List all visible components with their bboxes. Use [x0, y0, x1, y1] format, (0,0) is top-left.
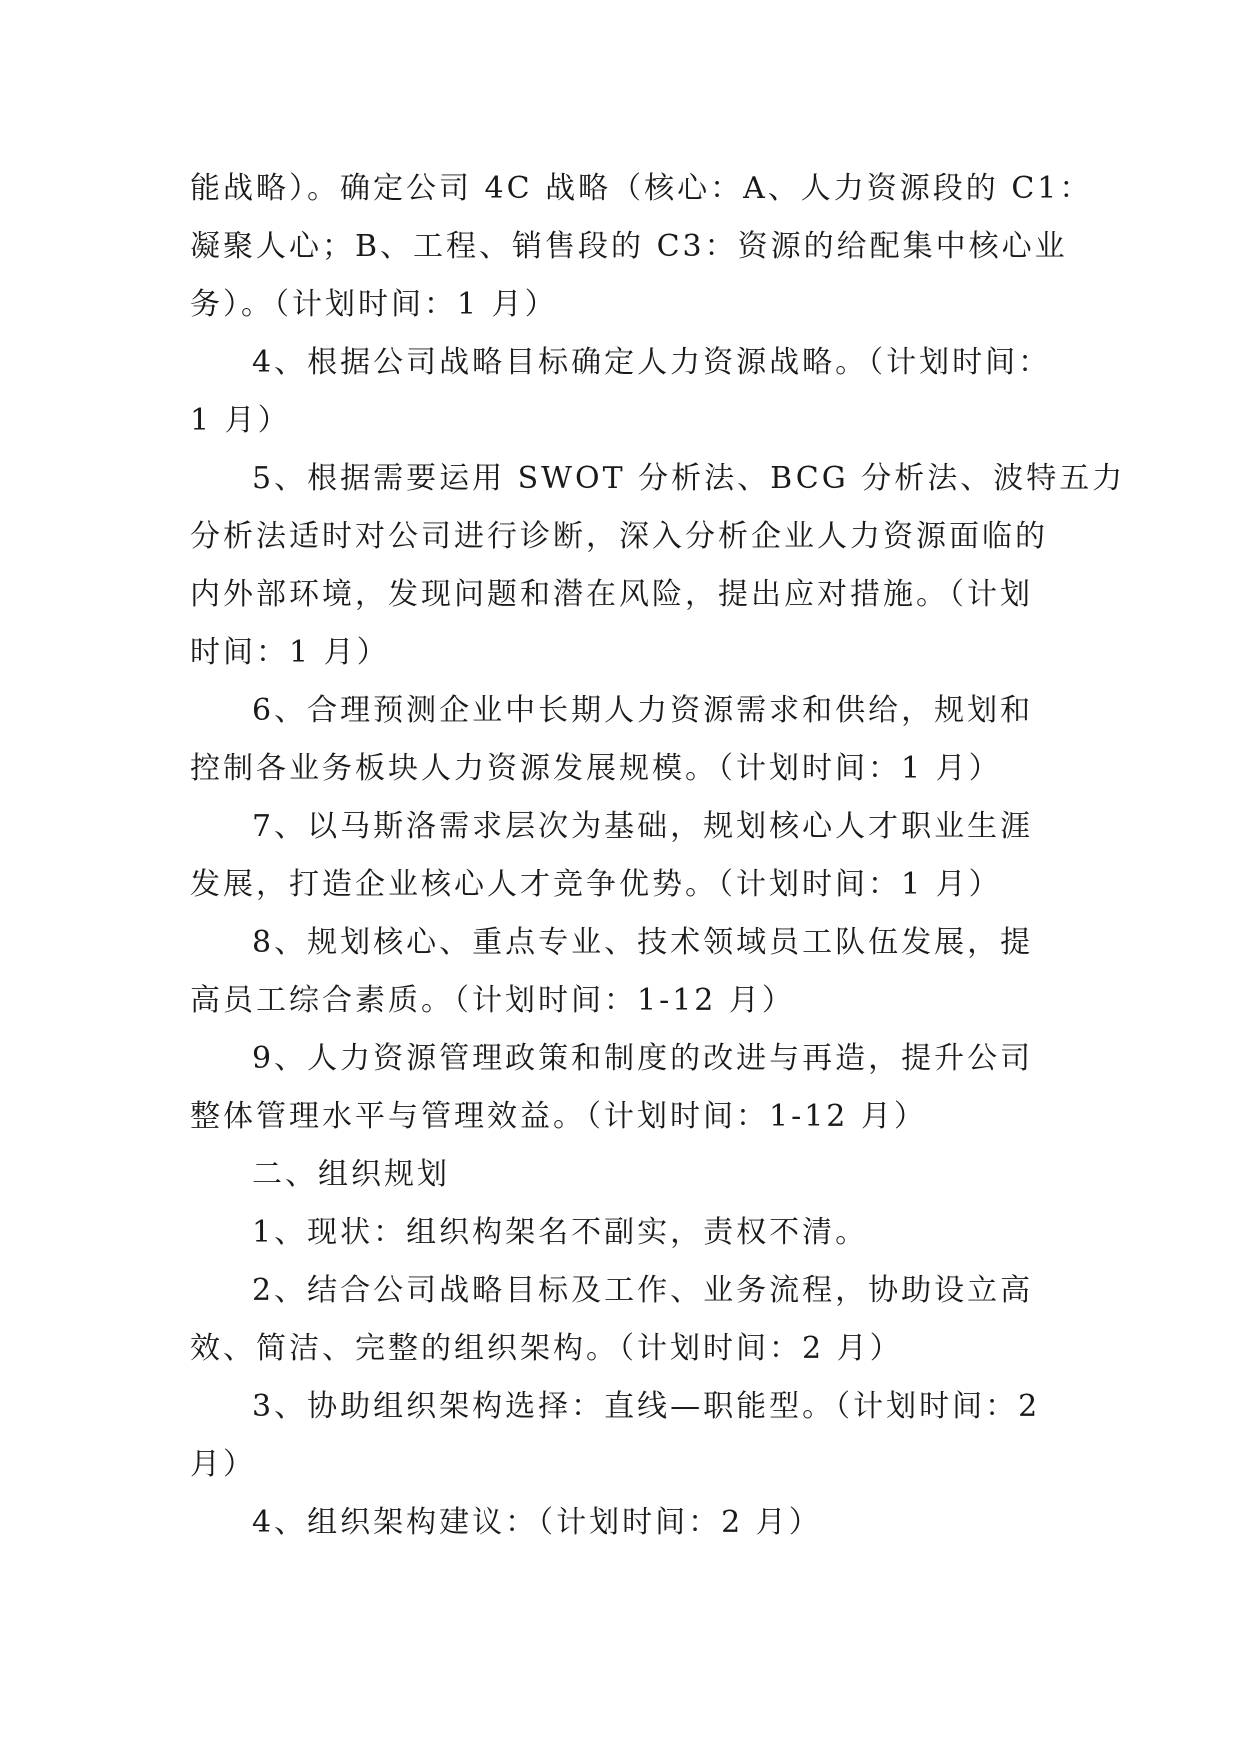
text-line: 控制各业务板块人力资源发展规模。（计划时间：1 月）: [190, 751, 1002, 786]
text-line: 内外部环境，发现问题和潜在风险，提出应对措施。（计划: [190, 577, 1033, 612]
text-line: 4、根据公司战略目标确定人力资源战略。（计划时间：: [252, 345, 1052, 380]
text-line: 高员工综合素质。（计划时间：1-12 月）: [190, 983, 795, 1018]
text-line: 凝聚人心；B、工程、销售段的 C3：资源的给配集中核心业: [190, 229, 1068, 264]
text-line: 7、以马斯洛需求层次为基础，规划核心人才职业生涯: [252, 809, 1034, 844]
text-line: 月）: [190, 1447, 256, 1482]
text-line: 二、组织规划: [252, 1157, 450, 1192]
text-line: 8、规划核心、重点专业、技术领域员工队伍发展，提: [252, 925, 1034, 960]
text-line: 发展，打造企业核心人才竞争优势。（计划时间：1 月）: [190, 867, 1002, 902]
text-line: 分析法适时对公司进行诊断，深入分析企业人力资源面临的: [190, 519, 1048, 554]
text-line: 务）。（计划时间：1 月）: [190, 287, 558, 322]
text-line: 4、组织架构建议：（计划时间：2 月）: [252, 1505, 822, 1540]
text-line: 3、协助组织架构选择：直线—职能型。（计划时间：2: [252, 1389, 1041, 1424]
text-line: 整体管理水平与管理效益。（计划时间：1-12 月）: [190, 1099, 927, 1134]
text-line: 效、简洁、完整的组织架构。（计划时间：2 月）: [190, 1331, 903, 1366]
text-line: 2、结合公司战略目标及工作、业务流程，协助设立高: [252, 1273, 1034, 1308]
text-line: 5、根据需要运用 SWOT 分析法、BCG 分析法、波特五力: [252, 461, 1126, 496]
text-line: 1、现状：组织构架名不副实，责权不清。: [252, 1215, 869, 1250]
text-line: 能战略）。确定公司 4C 战略（核心：A、人力资源段的 C1：: [190, 171, 1093, 206]
document-body: [190, 160, 1126, 1552]
text-line: 时间：1 月）: [190, 635, 390, 670]
text-line: 6、合理预测企业中长期人力资源需求和供给，规划和: [252, 693, 1034, 728]
text-line: 9、人力资源管理政策和制度的改进与再造，提升公司: [252, 1041, 1034, 1076]
text-line: 1 月）: [190, 403, 291, 438]
